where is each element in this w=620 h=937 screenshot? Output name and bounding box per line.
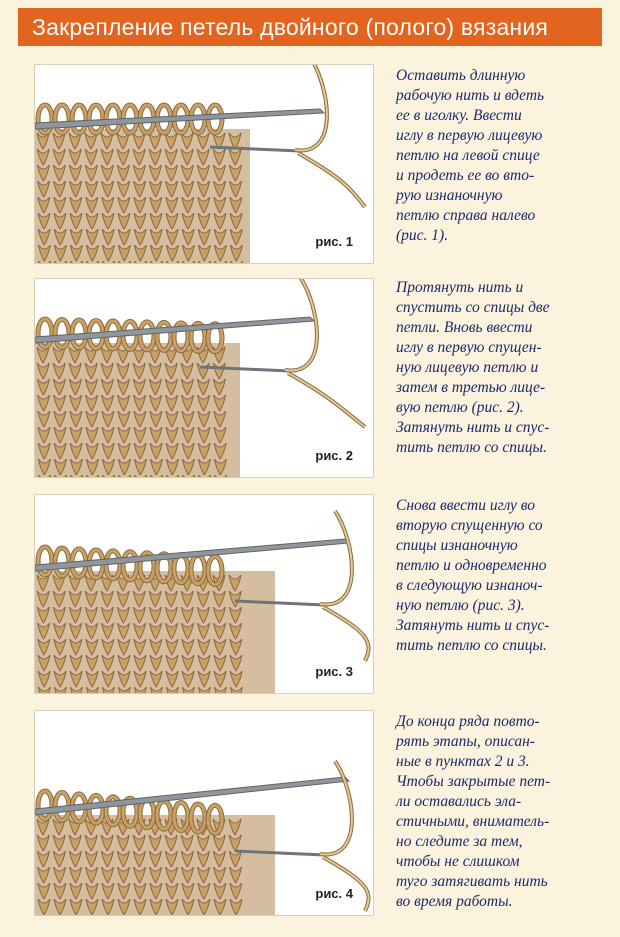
knitting-needle	[35, 109, 324, 129]
figure-1-illustration	[34, 64, 374, 264]
step-1-text: Оставить длинную рабочую нить и вдеть ее в иголку. Ввести иглу в первую лицевую петлю на левой спице и продеть ее во вто- рую изнаночную петлю справа налево (рис. 1).	[396, 67, 545, 244]
knitted-fabric	[35, 343, 240, 478]
knitted-fabric	[35, 571, 275, 694]
figure-4-illustration	[34, 710, 374, 916]
knitted-fabric	[35, 815, 275, 916]
step-2-text: Протянуть нить и спустить со спицы две петли. Вновь ввести иглу в первую спущен- ную лицевую петлю и затем в третью лице- вую петлю (рис. 2). Затянуть нить и спус- тить петлю со спицы.	[396, 279, 550, 456]
page-title: Закрепление петель двойного (полого) вязания	[18, 8, 602, 46]
step-4-text: До конца ряда повто- рять этапы, описан- ные в пунктах 2 и 3. Чтобы закрытые пет- ли оставались эла- стичными, вниматель- но следите за тем, чтобы не слишком туго затягивать нить во время работы.	[396, 713, 551, 910]
step-3-text: Снова ввести иглу во вторую спущенную со спицы изнаночную петлю и одновременно в следующую изнаноч- ную петлю (рис. 3). Затянуть нить и спус- тить петлю со спицы.	[396, 497, 550, 654]
figure-3-illustration	[34, 494, 374, 694]
figure-2-illustration	[34, 278, 374, 478]
figure-2-label: рис. 2	[315, 448, 353, 463]
figure-4-label: рис. 4	[315, 886, 353, 901]
knitted-fabric	[35, 129, 250, 264]
figure-1-label: рис. 1	[315, 234, 353, 249]
figure-3-label: рис. 3	[315, 664, 353, 679]
